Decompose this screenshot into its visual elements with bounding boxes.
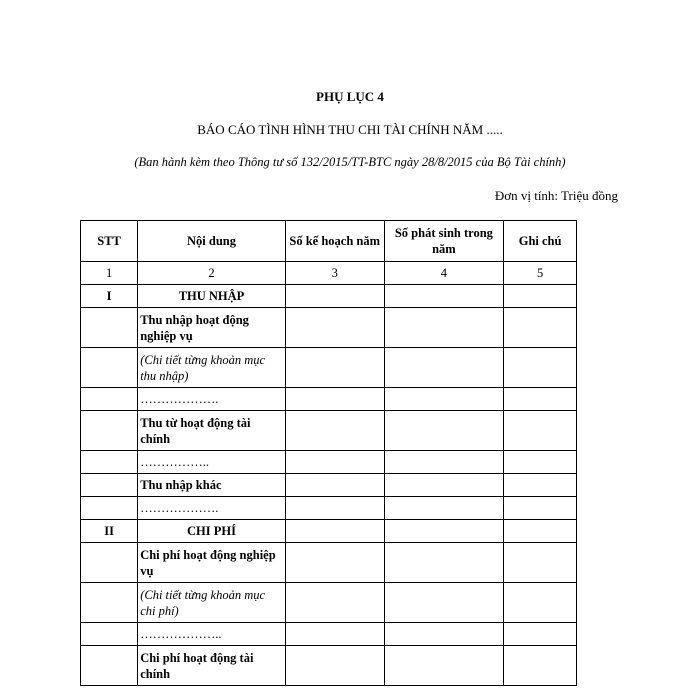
section-row-income	[81, 285, 577, 308]
table-cell	[285, 520, 384, 543]
table-cell	[504, 583, 577, 623]
table-cell	[504, 623, 577, 646]
table-cell	[384, 411, 504, 451]
row-content: Thu nhập khác	[138, 474, 286, 497]
table-cell	[504, 543, 577, 583]
row-content: (Chi tiết từng khoản mục chi phí)	[138, 583, 286, 623]
table-cell	[81, 308, 138, 348]
report-title: BÁO CÁO TÌNH HÌNH THU CHI TÀI CHÍNH NĂM .....	[197, 122, 503, 137]
table-header-row	[81, 221, 577, 262]
table-cell	[384, 623, 504, 646]
table-cell	[384, 474, 504, 497]
table-cell	[81, 451, 138, 474]
section-name: THU NHẬP	[138, 285, 286, 308]
table-cell	[384, 348, 504, 388]
table-cell	[384, 646, 504, 686]
report-subtitle: (Ban hành kèm theo Thông tư số 132/2015/TT-BTC ngày 28/8/2015 của Bộ Tài chính)	[134, 155, 566, 169]
table-cell	[384, 285, 504, 308]
appendix-label: PHỤ LỤC 4	[316, 89, 384, 104]
row-content: Chi phí hoạt động tài chính	[138, 646, 286, 686]
table-cell	[504, 411, 577, 451]
table-row	[81, 388, 577, 411]
table-row	[81, 348, 577, 388]
header-planned: Số kế hoạch năm	[285, 221, 384, 262]
column-number: 5	[504, 262, 577, 285]
header-content: Nội dung	[138, 221, 286, 262]
table-cell	[285, 583, 384, 623]
table-row	[81, 451, 577, 474]
table-cell	[285, 348, 384, 388]
section-stt: I	[81, 285, 138, 308]
column-number: 3	[285, 262, 384, 285]
table-cell	[81, 388, 138, 411]
table-cell	[384, 543, 504, 583]
table-cell	[384, 583, 504, 623]
column-number-row	[81, 262, 577, 285]
table-cell	[285, 388, 384, 411]
table-row	[81, 497, 577, 520]
row-content: ……………….	[138, 497, 286, 520]
table-row	[81, 411, 577, 451]
table-cell	[384, 497, 504, 520]
column-number: 4	[384, 262, 504, 285]
table-cell	[504, 497, 577, 520]
row-content: Thu từ hoạt động tài chính	[138, 411, 286, 451]
row-content: Thu nhập hoạt động nghiệp vụ	[138, 308, 286, 348]
report-table	[80, 220, 577, 686]
table-cell	[285, 474, 384, 497]
table-cell	[384, 388, 504, 411]
row-content: ……………..	[138, 451, 286, 474]
table-cell	[384, 308, 504, 348]
row-content: (Chi tiết từng khoản mục thu nhập)	[138, 348, 286, 388]
table-cell	[81, 623, 138, 646]
table-cell	[285, 497, 384, 520]
table-cell	[81, 474, 138, 497]
section-row-expense	[81, 520, 577, 543]
table-row	[81, 474, 577, 497]
section-name: CHI PHÍ	[138, 520, 286, 543]
table-row	[81, 623, 577, 646]
table-row	[81, 646, 577, 686]
row-content: ……………….	[138, 388, 286, 411]
header-note: Ghi chú	[504, 221, 577, 262]
table-cell	[504, 520, 577, 543]
table-cell	[285, 411, 384, 451]
table-cell	[384, 520, 504, 543]
row-content: Chi phí hoạt động nghiệp vụ	[138, 543, 286, 583]
table-cell	[285, 451, 384, 474]
table-row	[81, 583, 577, 623]
table-cell	[504, 451, 577, 474]
table-cell	[81, 411, 138, 451]
section-stt: II	[81, 520, 138, 543]
table-cell	[384, 451, 504, 474]
table-cell	[504, 348, 577, 388]
table-cell	[285, 543, 384, 583]
table-cell	[504, 308, 577, 348]
table-cell	[81, 497, 138, 520]
table-cell	[504, 474, 577, 497]
column-number: 2	[138, 262, 286, 285]
header-actual: Số phát sinh trong năm	[384, 221, 504, 262]
header-stt: STT	[81, 221, 138, 262]
table-cell	[504, 646, 577, 686]
column-number: 1	[81, 262, 138, 285]
table-cell	[285, 285, 384, 308]
table-cell	[81, 543, 138, 583]
table-cell	[285, 308, 384, 348]
table-cell	[81, 348, 138, 388]
table-row	[81, 543, 577, 583]
table-cell	[504, 388, 577, 411]
table-cell	[504, 285, 577, 308]
table-cell	[285, 646, 384, 686]
table-cell	[285, 623, 384, 646]
table-cell	[81, 646, 138, 686]
table-cell	[81, 583, 138, 623]
table-row	[81, 308, 577, 348]
row-content: ………………..	[138, 623, 286, 646]
unit-label: Đơn vị tính: Triệu đồng	[494, 188, 618, 203]
